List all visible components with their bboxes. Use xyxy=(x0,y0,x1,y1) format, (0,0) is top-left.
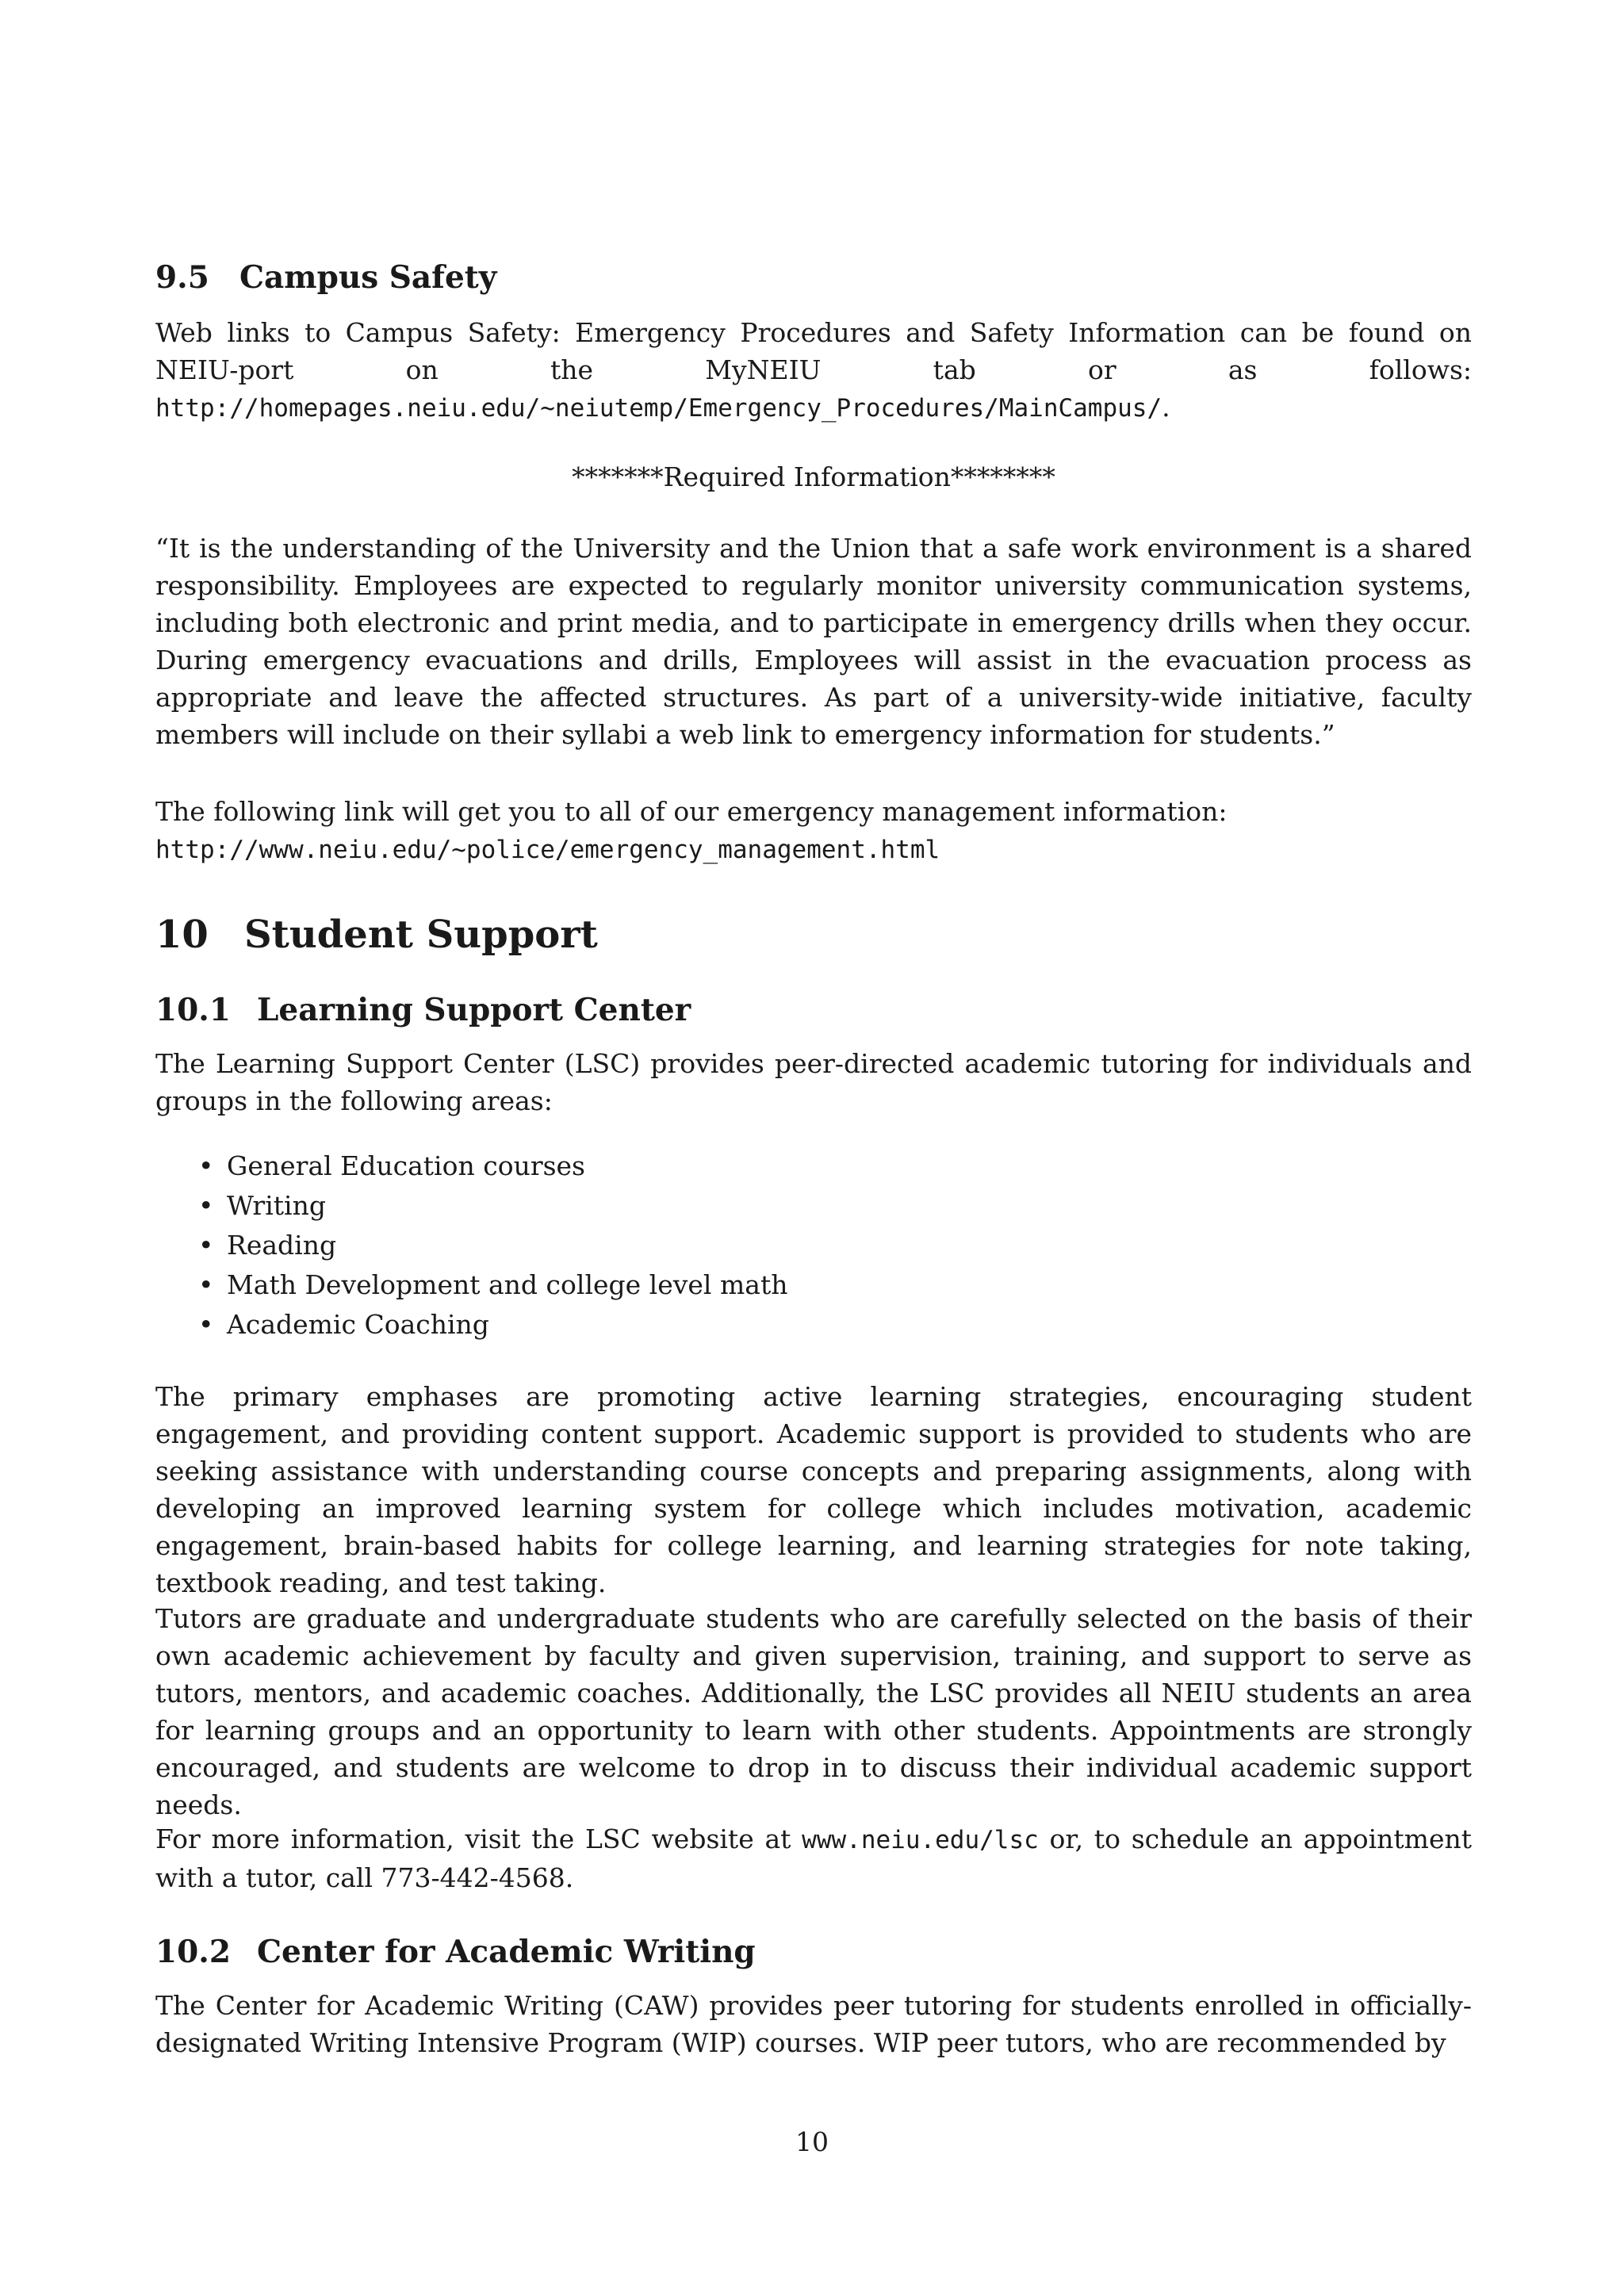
section-title: Center for Academic Writing xyxy=(257,1934,756,1970)
list-item: • Math Development and college level math xyxy=(198,1265,787,1305)
section-10-2-heading xyxy=(155,1933,756,1971)
section-10-heading xyxy=(155,912,598,958)
section-number: 10.2 xyxy=(155,1934,231,1970)
intro-end: . xyxy=(1162,392,1170,423)
campus-safety-intro xyxy=(155,314,1472,427)
emergency-procedures-link[interactable]: http://homepages.neiu.edu/~neiutemp/Emergency_Procedures/MainCampus/ xyxy=(155,394,1162,423)
emergency-management-link-text: The following link will get you to all of our emergency management information: xyxy=(155,796,1228,827)
section-title: Campus Safety xyxy=(239,259,497,296)
lsc-intro: The Learning Support Center (LSC) provides peer-directed academic tutoring for individuals and groups in the following areas: xyxy=(155,1048,1472,1116)
lsc-emphases-paragraph: The primary emphases are promoting active learning strategies, encouraging student engagement, and providing content support. Academic support is provided to students who are seeking assistance with understanding course concepts and preparing assignments, along with developing an improved learning system for college which includes motivation, academic engagement, brain-based habits for college learning, and learning strategies for note taking, textbook reading, and test taking. xyxy=(155,1381,1472,1598)
required-information-banner: *******Required Information******** xyxy=(572,461,1055,492)
intro-text: Web links to Campus Safety: Emergency Procedures and Safety Information can be found on NEIU-port on the MyNEIU tab or as follows: xyxy=(155,317,1472,385)
lsc-tutors-paragraph: Tutors are graduate and undergraduate students who are carefully selected on the basis of their own academic achievement by faculty and given supervision, training, and support to serve as tutors, mentors, and academic coaches. Additionally, the LSC provides all NEIU students an area for learning groups and an opportunity to learn with other students. Appointments are strongly encouraged, and students are welcome to drop in to discuss their individual academic support needs. xyxy=(155,1603,1472,1820)
section-title: Learning Support Center xyxy=(257,992,691,1028)
caw-intro: The Center for Academic Writing (CAW) provides peer tutoring for students enrolled in officially-designated Writing Intensive Program (WIP) courses. WIP peer tutors, who are recommended by xyxy=(155,1990,1472,2058)
lsc-website-link[interactable]: www.neiu.edu/lsc xyxy=(802,1826,1039,1854)
list-item: • Writing xyxy=(198,1186,787,1226)
page-number: 10 xyxy=(795,2126,829,2157)
info-suffix: or, to schedule an appointment with a tutor, call 773-442-4568. xyxy=(155,1823,1472,1893)
emergency-management-link-row xyxy=(155,830,1472,869)
union-quote: “It is the understanding of the University and the Union that a safe work environment is a shared responsibility. Employees are expected to regularly monitor university communication systems, including both electronic and print media, and to participate in emergency drills when they occur. During emergency evacuations and drills, Employees will assist in the evacuation process as appropriate and leave the affected structures. As part of a university-wide initiative, faculty members will include on their syllabi a web link to emergency information for students.” xyxy=(155,533,1472,750)
lsc-more-info xyxy=(155,1820,1472,1896)
section-9-5-heading xyxy=(155,258,496,297)
section-10-1-heading xyxy=(155,991,691,1029)
emergency-management-link[interactable]: http://www.neiu.edu/~police/emergency_management.html xyxy=(155,836,940,864)
section-number: 10 xyxy=(155,913,209,957)
list-item: • General Education courses xyxy=(198,1146,787,1186)
info-prefix: For more information, visit the LSC website at xyxy=(155,1823,802,1854)
section-title: Student Support xyxy=(244,913,598,957)
list-item: • Reading xyxy=(198,1226,787,1265)
section-number: 9.5 xyxy=(155,259,209,296)
list-item: • Academic Coaching xyxy=(198,1305,787,1345)
lsc-areas-list xyxy=(198,1146,787,1345)
section-number: 10.1 xyxy=(155,992,231,1028)
